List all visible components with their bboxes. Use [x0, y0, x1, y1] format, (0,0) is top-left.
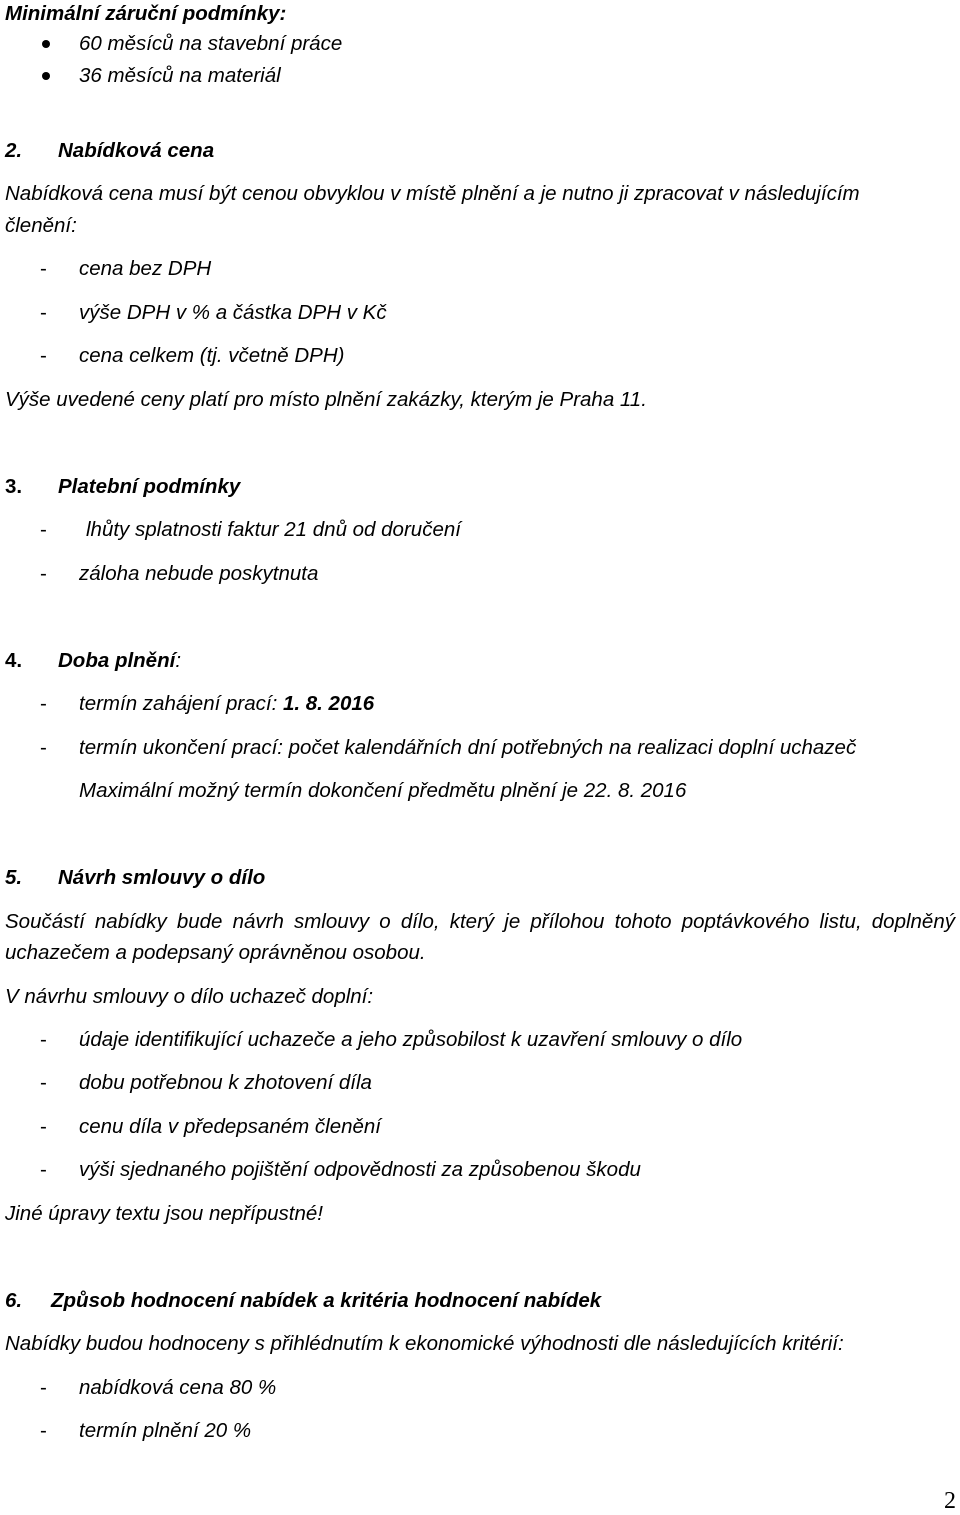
section-title: Návrh smlouvy o dílo — [58, 866, 266, 889]
section-title: Nabídková cena — [58, 139, 215, 162]
warranty-item: 60 měsíců na stavební práce — [79, 32, 343, 55]
list-dash: - — [40, 301, 47, 324]
list-dash: - — [40, 1376, 47, 1399]
paragraph: Maximální možný termín dokončení předmětu plnění je 22. 8. 2016 — [79, 779, 687, 802]
paragraph: Součástí nabídky bude návrh smlouvy o dílo, který je přílohou tohoto poptávkového listu, doplněný uchazečem a podepsaný oprávněnou osobou. — [5, 910, 955, 964]
section-title-text: Doba plnění — [58, 649, 176, 672]
list-item: termín ukončení prací: počet kalendářních dní potřebných na realizaci doplní uchazeč — [79, 736, 857, 759]
paragraph: Jiné úpravy textu jsou nepřípustné! — [5, 1202, 323, 1225]
list-dash: - — [40, 518, 47, 541]
section-title: Způsob hodnocení nabídek a kritéria hodnocení nabídek — [51, 1289, 602, 1312]
paragraph: V návrhu smlouvy o dílo uchazeč doplní: — [5, 985, 374, 1008]
start-label: termín zahájení prací: — [79, 692, 283, 715]
section-number: 5. — [5, 866, 23, 889]
list-dash: - — [40, 1071, 47, 1094]
list-item: výše DPH v % a částka DPH v Kč — [79, 301, 387, 324]
start-date: 1. 8. 2016 — [282, 692, 375, 715]
page-number: 2 — [944, 1488, 956, 1514]
list-item — [79, 691, 374, 717]
list-item: nabídková cena 80 % — [79, 1376, 277, 1399]
list-dash: - — [40, 257, 47, 280]
section-number: 2. — [5, 139, 23, 162]
list-dash: - — [40, 1115, 47, 1138]
list-item: výši sjednaného pojištění odpovědnosti za způsobenou škodu — [79, 1158, 641, 1181]
list-dash: - — [40, 736, 47, 759]
warranty-item: 36 měsíců na materiál — [79, 64, 281, 87]
list-dash: - — [40, 1028, 47, 1051]
list-dash: - — [40, 692, 47, 715]
bullet-icon — [42, 40, 50, 48]
warranty-heading: Minimální záruční podmínky: — [5, 2, 287, 25]
list-item: dobu potřebnou k zhotovení díla — [79, 1071, 372, 1094]
paragraph: členění: — [5, 214, 77, 237]
bullet-icon — [42, 72, 50, 80]
paragraph: Nabídková cena musí být cenou obvyklou v místě plnění a je nutno ji zpracovat v následujícím — [5, 182, 860, 205]
list-item: termín plnění 20 % — [79, 1419, 252, 1442]
list-item: cena celkem (tj. včetně DPH) — [79, 344, 345, 367]
section-number: 4. — [5, 649, 23, 672]
section-number: 3. — [5, 475, 23, 498]
list-item: záloha nebude poskytnuta — [79, 562, 319, 585]
list-dash: - — [40, 1158, 47, 1181]
list-item: cena bez DPH — [79, 257, 212, 280]
list-dash: - — [40, 562, 47, 585]
paragraph: Nabídky budou hodnoceny s přihlédnutím k ekonomické výhodnosti dle následujících kritérií: — [5, 1332, 844, 1355]
section-title: Platební podmínky — [58, 475, 241, 498]
list-dash: - — [40, 1419, 47, 1442]
list-item: cenu díla v předepsaném členění — [79, 1115, 382, 1138]
paragraph: Výše uvedené ceny platí pro místo plnění zakázky, kterým je Praha 11. — [5, 388, 647, 411]
list-item: lhůty splatnosti faktur 21 dnů od doručení — [86, 518, 461, 541]
section-number: 6. — [5, 1289, 23, 1312]
list-item: údaje identifikující uchazeče a jeho způsobilost k uzavření smlouvy o dílo — [79, 1028, 743, 1051]
section-title-colon: : — [175, 649, 182, 672]
section-title — [58, 648, 181, 674]
list-dash: - — [40, 344, 47, 367]
